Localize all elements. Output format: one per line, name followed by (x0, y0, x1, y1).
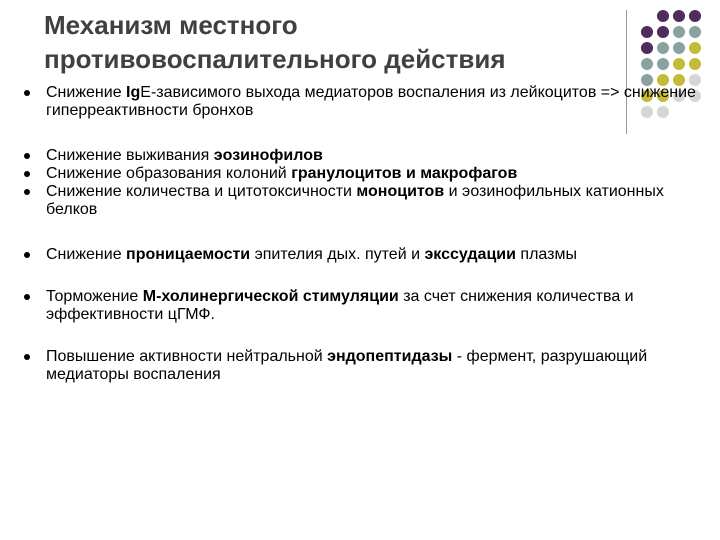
text: Снижение образования колоний (46, 165, 292, 182)
bold-text: гранулоцитов и макрофагов (291, 165, 518, 182)
list-item (18, 288, 698, 324)
dot (673, 26, 685, 38)
dot (673, 42, 685, 54)
bullet-icon (24, 252, 30, 258)
text: и эозинофильных катионных белков (46, 183, 664, 218)
text: плазмы (515, 246, 577, 263)
list-item (18, 246, 698, 264)
dot (641, 26, 653, 38)
text: E-зависимого выхода медиаторов воспаления из лейкоцитов => снижение гиперреактивности бронхов (46, 84, 696, 119)
bullet-icon (24, 153, 30, 159)
dot (641, 58, 653, 70)
dot (689, 10, 701, 22)
text: Снижение (46, 84, 127, 101)
dot (641, 42, 653, 54)
bullet-icon (24, 354, 30, 360)
dot (689, 42, 701, 54)
bold-text: эозинофилов (213, 147, 323, 164)
slide-title (44, 8, 604, 76)
list-item (18, 348, 698, 384)
dot (657, 26, 669, 38)
bullet-list (18, 84, 698, 384)
dot (673, 58, 685, 70)
text: Торможение (46, 288, 143, 305)
bullet-icon (24, 90, 30, 96)
bold-text: моноцитов (356, 183, 445, 200)
text: Снижение количества и цитотоксичности (46, 183, 357, 200)
list-item (18, 147, 698, 165)
text: эпителия дых. путей и (250, 246, 425, 263)
dot (673, 10, 685, 22)
text: Повышение активности нейтральной (46, 348, 328, 365)
bullet-icon (24, 171, 30, 177)
bold-text: М-холинергической стимуляции (142, 288, 399, 305)
text: Снижение (46, 246, 127, 263)
list-item (18, 84, 698, 120)
list-item (18, 183, 698, 219)
title-line-1: Механизм местного (44, 10, 298, 40)
dot (689, 58, 701, 70)
dot (689, 26, 701, 38)
text: - фермент, разрушающий медиаторы воспаления (46, 348, 648, 383)
bold-text: проницаемости (126, 246, 251, 263)
dot (657, 10, 669, 22)
text: Снижение выживания (46, 147, 214, 164)
title-line-2: противовоспалительного действия (44, 44, 506, 74)
bullet-icon (24, 189, 30, 195)
list-item (18, 165, 698, 183)
dot (657, 58, 669, 70)
bold-text: экссудации (424, 246, 516, 263)
text: за счет снижения количества и эффективности цГМФ. (46, 288, 634, 323)
bullet-icon (24, 294, 30, 300)
dot (657, 42, 669, 54)
bold-text: эндопептидазы (327, 348, 453, 365)
bold-text: Ig (126, 84, 141, 101)
